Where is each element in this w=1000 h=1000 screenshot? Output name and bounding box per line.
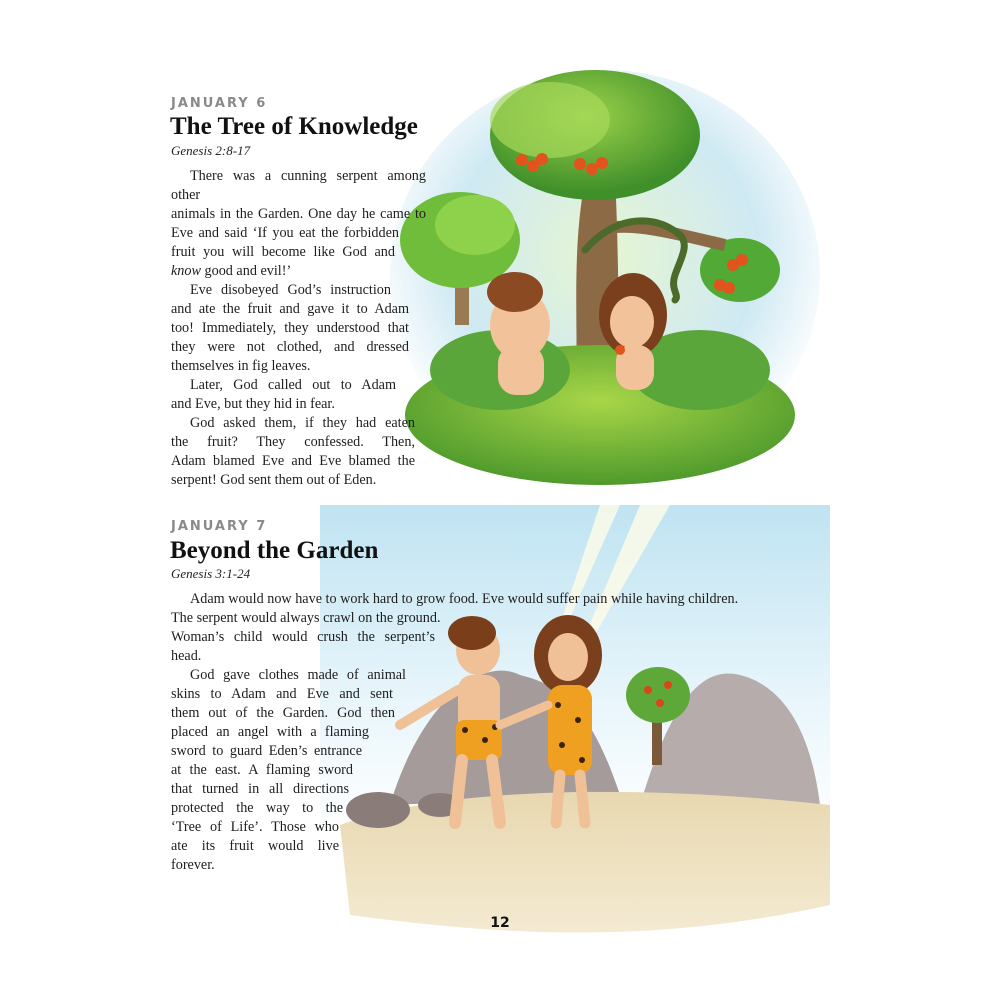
text-line: Later, God called out to Adam: [190, 377, 396, 393]
section-date-label: JANUARY 6: [171, 96, 268, 111]
scripture-reference: Genesis 3:1-24: [171, 566, 251, 581]
text-line: serpent! God sent them out of Eden.: [171, 472, 377, 488]
text-line: know good and evil!’: [171, 263, 292, 279]
text-line: protected the way to the: [171, 800, 343, 816]
text-line: them out of the Garden. God then: [171, 705, 395, 721]
text-line: too! Immediately, they understood that: [171, 320, 409, 336]
text-line: sword to guard Eden’s entrance: [171, 743, 362, 759]
text-line: Woman’s child would crush the serpent’s: [171, 629, 435, 645]
text-line: fruit you will become like God and: [171, 244, 395, 260]
text-line: There was a cunning serpent among other: [171, 168, 426, 203]
text-line: head.: [171, 648, 202, 664]
text-line: skins to Adam and Eve and sent: [171, 686, 393, 702]
text-line: at the east. A flaming sword: [171, 762, 353, 778]
story-text: [171, 590, 791, 875]
section-title: The Tree of Knowledge: [170, 113, 418, 140]
scripture-reference: Genesis 2:8-17: [171, 143, 251, 158]
text-line: that turned in all directions: [171, 781, 349, 797]
text-line: God gave clothes made of animal: [190, 667, 406, 683]
text-line: the fruit? They confessed. Then,: [171, 434, 415, 450]
text-line: Eve and said ‘If you eat the forbidden: [171, 225, 399, 241]
text-line: placed an angel with a flaming: [171, 724, 369, 740]
text-line: ate its fruit would live: [171, 838, 339, 854]
story-text: [171, 167, 426, 490]
text-line: Adam blamed Eve and Eve blamed the: [171, 453, 415, 469]
text-line: themselves in fig leaves.: [171, 358, 311, 374]
text-line: Eve disobeyed God’s instruction: [190, 282, 391, 298]
tree-of-knowledge-illustration: [380, 60, 820, 490]
text-line: and ate the fruit and gave it to Adam: [171, 301, 409, 317]
text-line: God asked them, if they had eaten: [190, 415, 415, 431]
text-line: they were not clothed, and dressed: [171, 339, 409, 355]
emphasized-word: know: [171, 263, 201, 279]
section-date-label: JANUARY 7: [171, 519, 268, 534]
text-line: Adam would now have to work hard to grow food. Eve would suffer pain while having children.: [190, 591, 739, 607]
page-number: 12: [490, 915, 510, 931]
section-title: Beyond the Garden: [170, 537, 379, 564]
text-line: The serpent would always crawl on the ground.: [171, 610, 441, 626]
text-line: ‘Tree of Life’. Those who: [171, 819, 339, 835]
text-line: animals in the Garden. One day he came to: [171, 206, 426, 222]
text-line: and Eve, but they hid in fear.: [171, 396, 335, 412]
text-line: forever.: [171, 857, 215, 873]
